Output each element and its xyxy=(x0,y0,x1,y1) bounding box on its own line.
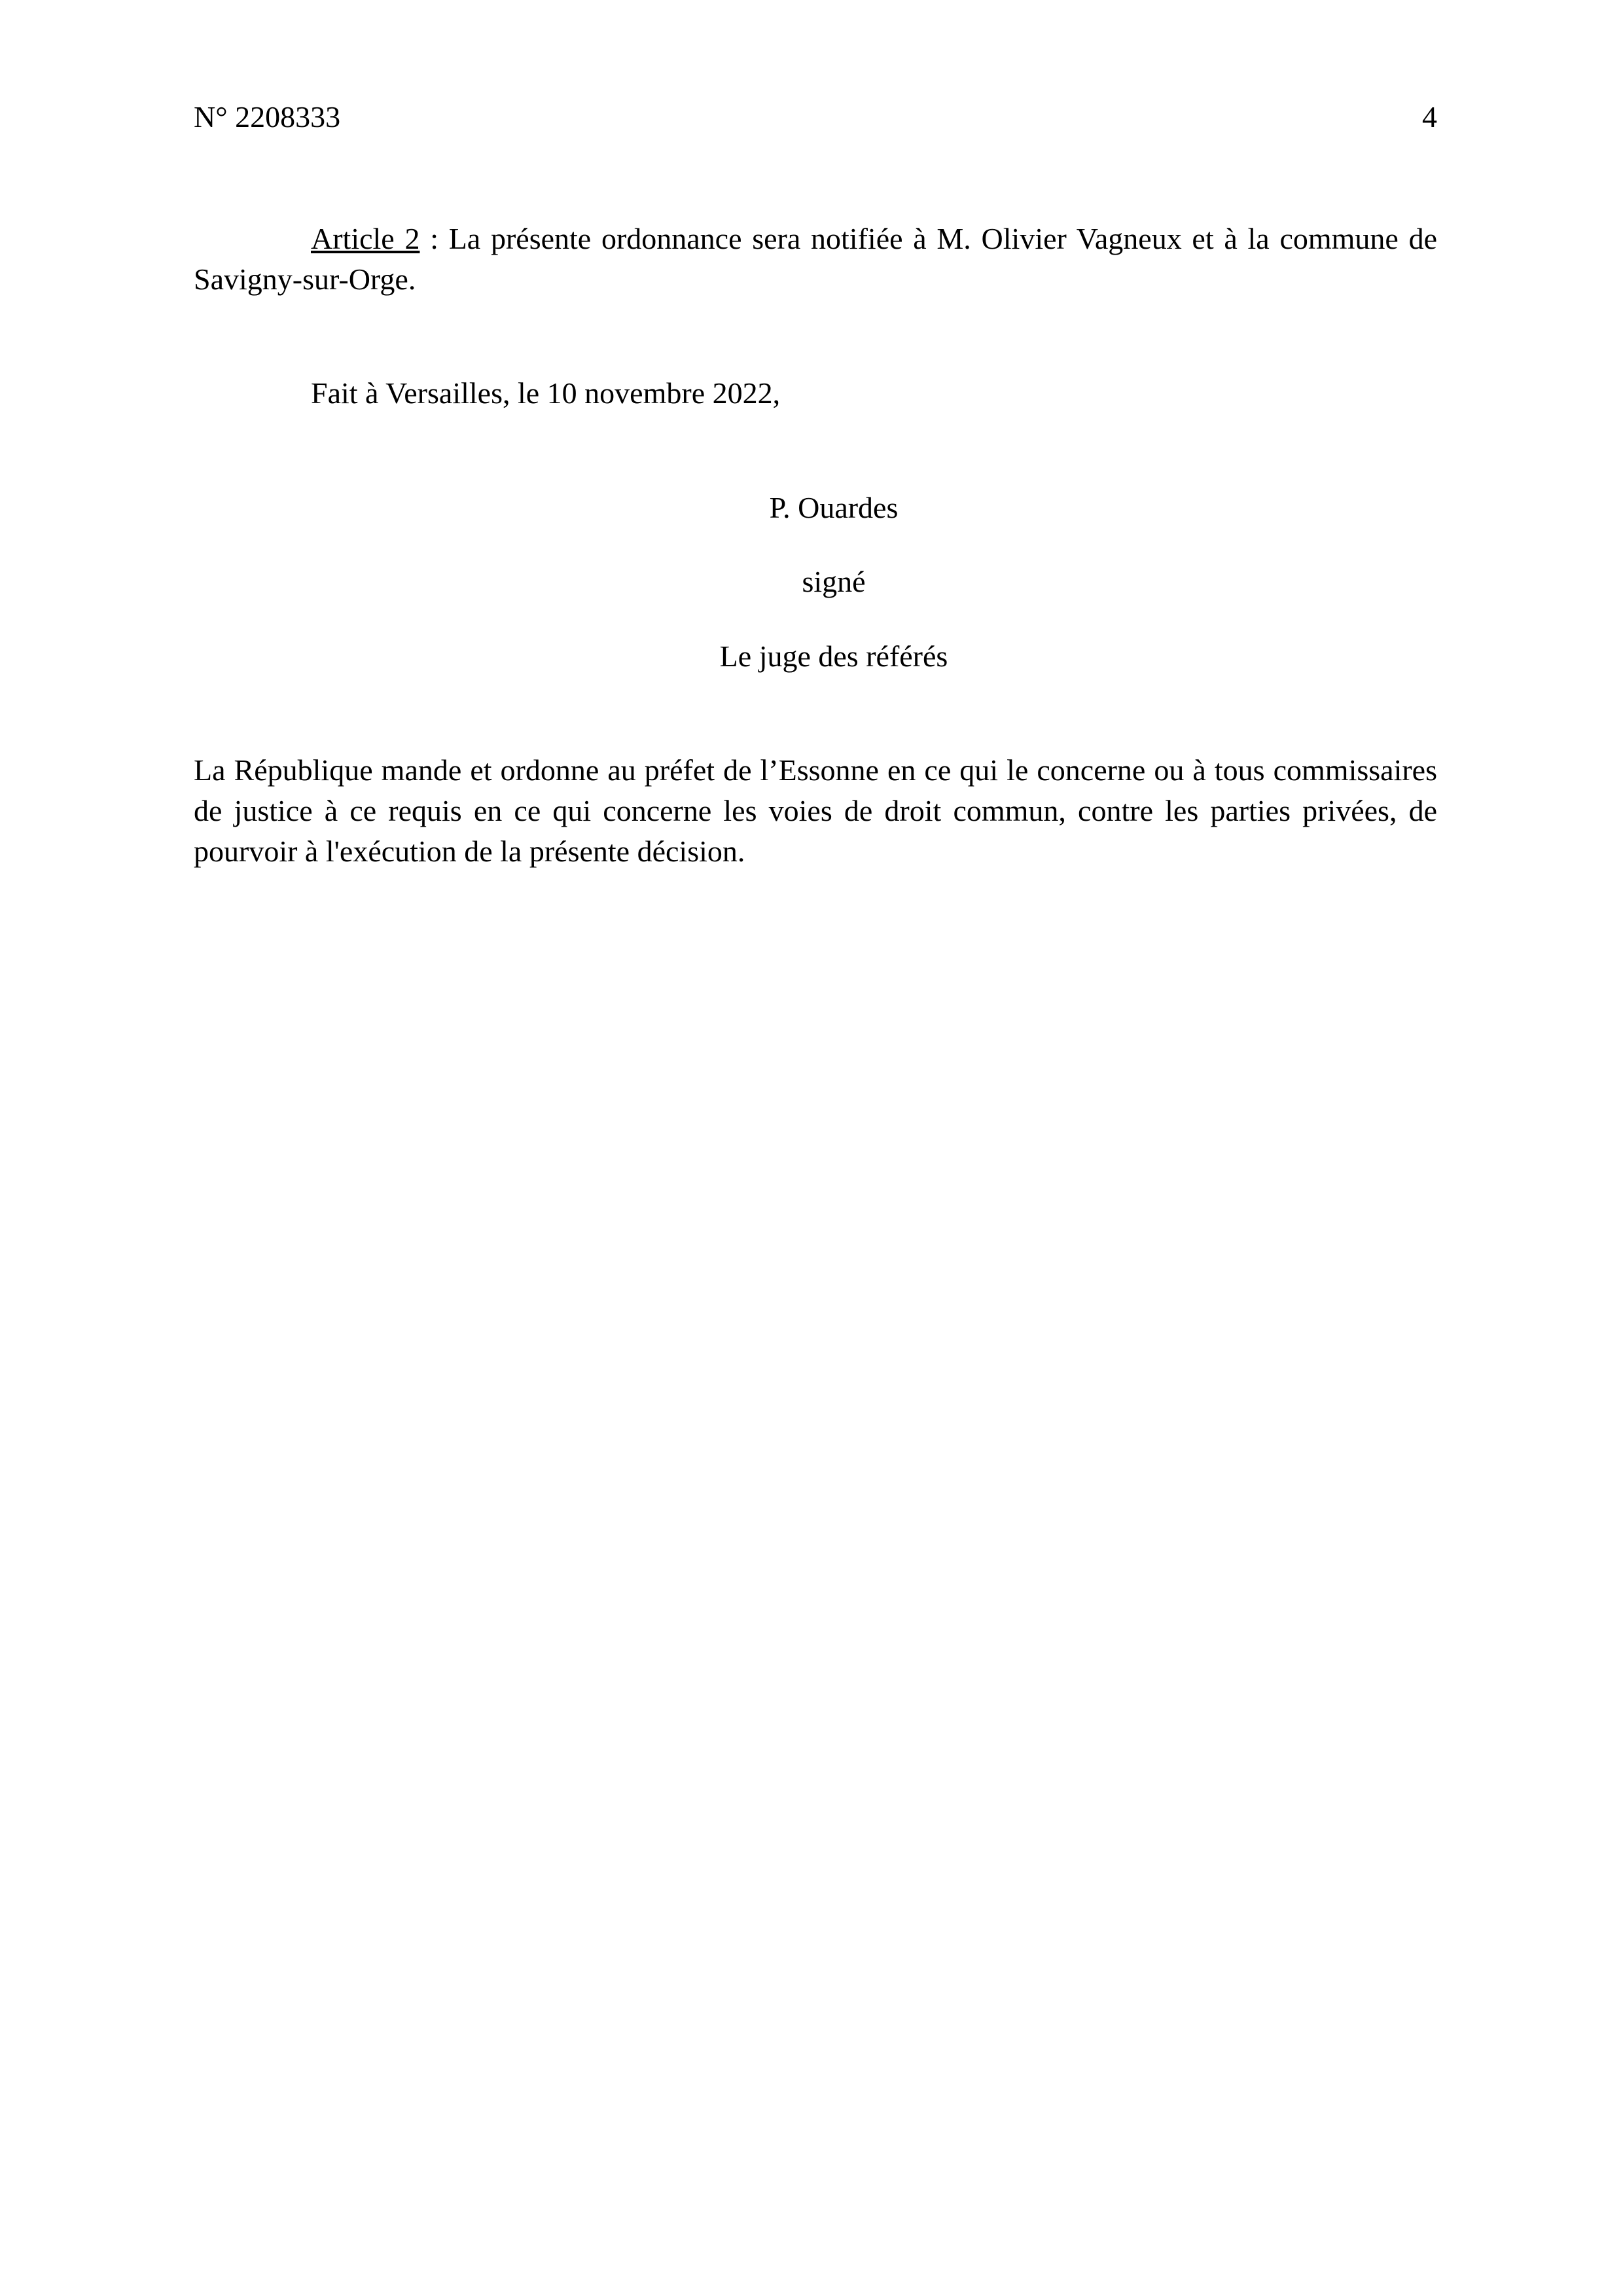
place-date: Fait à Versailles, le 10 novembre 2022, xyxy=(311,376,781,410)
page-number: 4 xyxy=(1422,100,1437,134)
executory-formula: La République mande et ordonne au préfet de l’Essonne en ce qui le concerne ou à tous commissaires de justice à ce requis en ce qui concerne les voies de droit commun, contre les parties privées, de pourvoir à l'exécution de la présente décision. xyxy=(194,753,1437,868)
signed-mention: signé xyxy=(802,565,866,598)
article-text: : La présente ordonnance sera notifiée à M. Olivier Vagneux et à la commune de Savigny-sur-Orge. xyxy=(194,222,1437,296)
article-label: Article 2 xyxy=(311,222,420,255)
article-2-paragraph xyxy=(194,219,1437,300)
signatory-role: Le juge des référés xyxy=(719,639,948,673)
signatory-name: P. Ouardes xyxy=(769,491,899,524)
case-number: N° 2208333 xyxy=(194,100,341,134)
